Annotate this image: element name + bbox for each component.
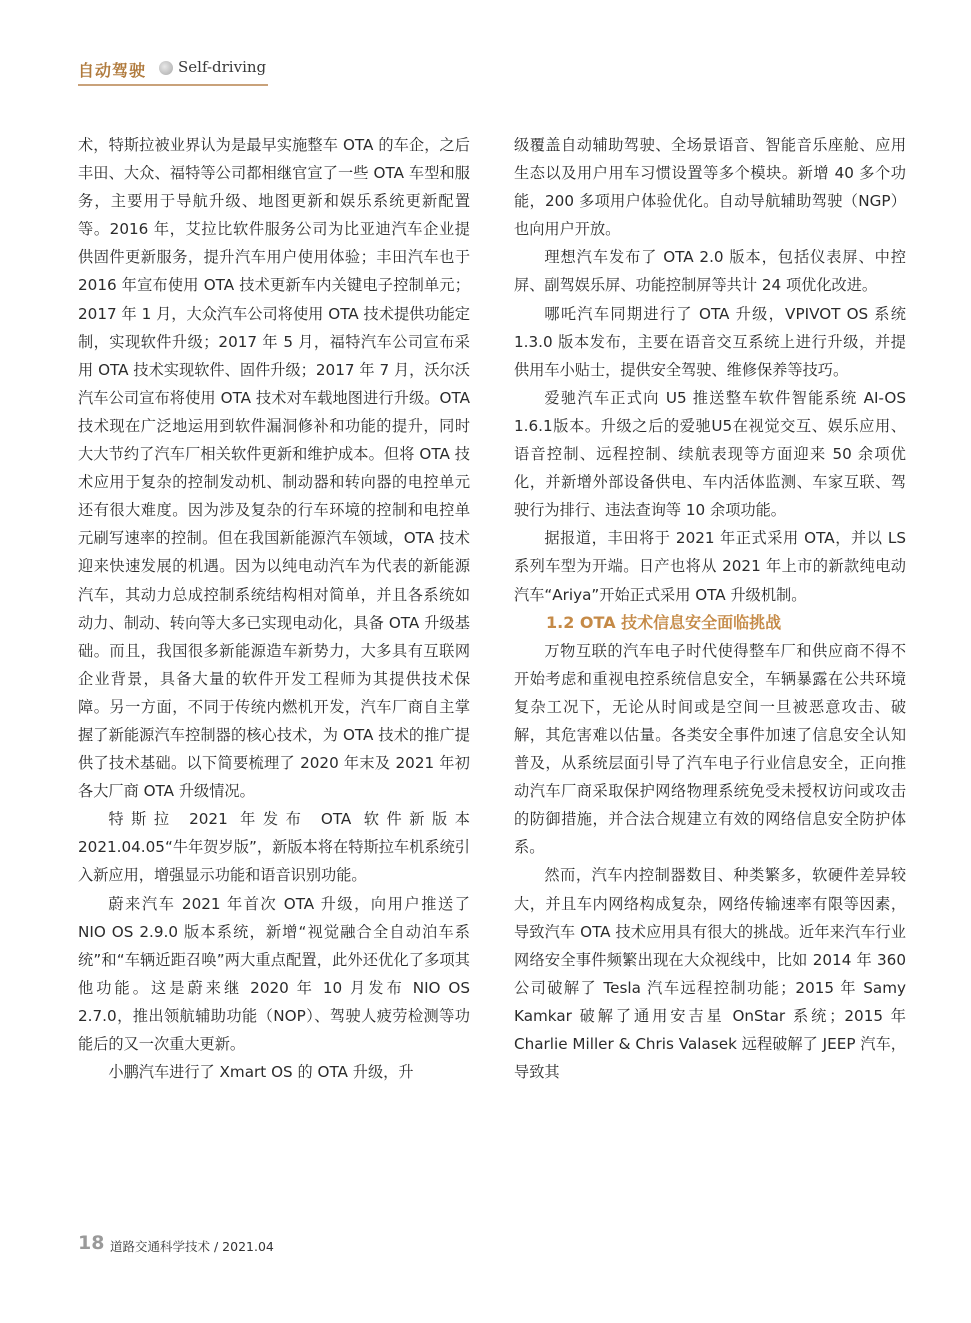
paragraph: 哪吒汽车同期进行了 OTA 升级，VPIVOT OS 系统 1.3.0 版本发布，主要在语音交互系统上进行升级，并提供用车小贴士，提供安全驾驶、维修保养等技巧。	[514, 304, 906, 379]
page-footer	[78, 1232, 378, 1258]
section-heading: 1.2 OTA 技术信息安全面临挑战	[546, 612, 782, 632]
page-number: 18	[78, 1232, 105, 1254]
right-column	[514, 131, 906, 1086]
running-header	[78, 55, 268, 85]
paragraph: 万物互联的汽车电子时代使得整车厂和供应商不得不开始考虑和重视电控系统信息安全，车辆暴露在公共环境复杂工况下，无论从时间或是空间一旦被恶意攻击、破解，其危害难以估量。各类安全事件加速了信息安全认知普及，从系统层面引导了汽车电子行业信息安全，正向推动汽车厂商采取保护网络物理系统免受未授权访问或攻击的防御措施，并合法合规建立有效的网络信息安全防护体系。	[514, 641, 906, 857]
paragraph: 术，特斯拉被业界认为是最早实施整车 OTA 的车企，之后丰田、大众、福特等公司都相继官宣了一些 OTA 车型和服务，主要用于导航升级、地图更新和娱乐系统更新配置等。2016 年，艾拉比软件服务公司为比亚迪汽车企业提供固件更新服务，提升汽车用户使用体验；丰田汽车也于 2016 年宣布使用 OTA 技术更新车内关键电子控制单元；2017 年 1 月，大众汽车公司将使用 OTA 技术提供功能定制，实现软件升级；2017 年 5 月，福特汽车公司宣布采用 OTA 技术实现软件、固件升级；2017 年 7 月，沃尔沃汽车公司宣布将使用 OTA 技术对车载地图进行升级。OTA 技术现在广泛地运用到软件漏洞修补和功能的提升，同时大大节约了汽车厂相关软件更新和维护成本。但将 OTA 技术应用于复杂的控制发动机、制动器和转向器的电控单元还有很大难度。因为涉及复杂的行车环境的控制和电控单元刷写速率的控制。但在我国新能源汽车领域，OTA 技术迎来快速发展的机遇。因为以纯电动汽车为代表的新能源汽车，其动力总成控制系统结构相对简单，并且各系统如动力、制动、转向等大多已实现电动化，具备 OTA 升级基础。而且，我国很多新能源造车新势力，大多具有互联网企业背景，具备大量的软件开发工程师为其提供技术保障。另一方面，不同于传统内燃机开发，汽车厂商自主掌握了新能源汽车控制器的核心技术，为 OTA 技术的推广提供了技术基础。以下简要梳理了 2020 年末及 2021 年初各大厂商 OTA 升级情况。	[78, 136, 470, 801]
paragraph: 特斯拉 2021 年发布 OTA 软件新版本 2021.04.05“牛年贺岁版”，新版本将在特斯拉车机系统引入新应用，增强显示功能和语音识别功能。	[78, 810, 470, 885]
paragraph: 爱驰汽车正式向 U5 推送整车软件智能系统 AI-OS 1.6.1版本。升级之后的爱驰U5在视觉交互、娱乐应用、语音控制、远程控制、续航表现等方面迎来 50 余项优化，并新增外部设备供电、车内活体监测、车家互联、驾驶行为排行、违法查询等 10 余项功能。	[514, 388, 906, 520]
paragraph: 然而，汽车内控制器数目、种类繁多，软硬件差异较大，并且车内网络构成复杂，网络传输速率有限等因素，导致汽车 OTA 技术应用具有很大的挑战。近年来汽车行业网络安全事件频繁出现在大众视线中，比如 2014 年 360 公司破解了 Tesla 汽车远程控制功能；2015 年 Samy Kamkar 破解了通用安吉星 OnStar 系统；2015 年 Charlie Miller & Chris Valasek 远程破解了 JEEP 汽车，导致其	[514, 866, 906, 1082]
journal-info: 道路交通科学技术 / 2021.04	[110, 1239, 274, 1254]
paragraph: 据报道，丰田将于 2021 年正式采用 OTA，并以 LS 系列车型为开端。日产也将从 2021 年上市的新款纯电动汽车“Ariya”开始正式采用 OTA 升级机制。	[514, 529, 906, 604]
section-title-en: Self-driving	[178, 58, 267, 76]
left-column	[78, 131, 470, 1086]
section-title-cn: 自动驾驶	[78, 61, 147, 80]
paragraph: 小鹏汽车进行了 Xmart OS 的 OTA 升级，升	[108, 1063, 414, 1082]
header-divider	[78, 84, 268, 86]
circle-dot-icon	[159, 61, 173, 75]
paragraph: 理想汽车发布了 OTA 2.0 版本，包括仪表屏、中控屏、副驾娱乐屏、功能控制屏等共计 24 项优化改进。	[514, 248, 906, 295]
paragraph: 蔚来汽车 2021 年首次 OTA 升级，向用户推送了 NIO OS 2.9.0 版本系统，新增“视觉融合全自动泊车系统”和“车辆近距召唤”两大重点配置，此外还优化了多项其他功能。这是蔚来继 2020 年 10 月发布 NIO OS 2.7.0，推出领航辅助功能（NOP）、驾驶人疲劳检测等功能后的又一次重大更新。	[78, 894, 470, 1053]
paragraph: 级覆盖自动辅助驾驶、全场景语音、智能音乐座舱、应用生态以及用户用车习惯设置等多个模块。新增 40 多个功能，200 多项用户体验优化。自动导航辅助驾驶（NGP）也向用户开放。	[514, 136, 906, 239]
